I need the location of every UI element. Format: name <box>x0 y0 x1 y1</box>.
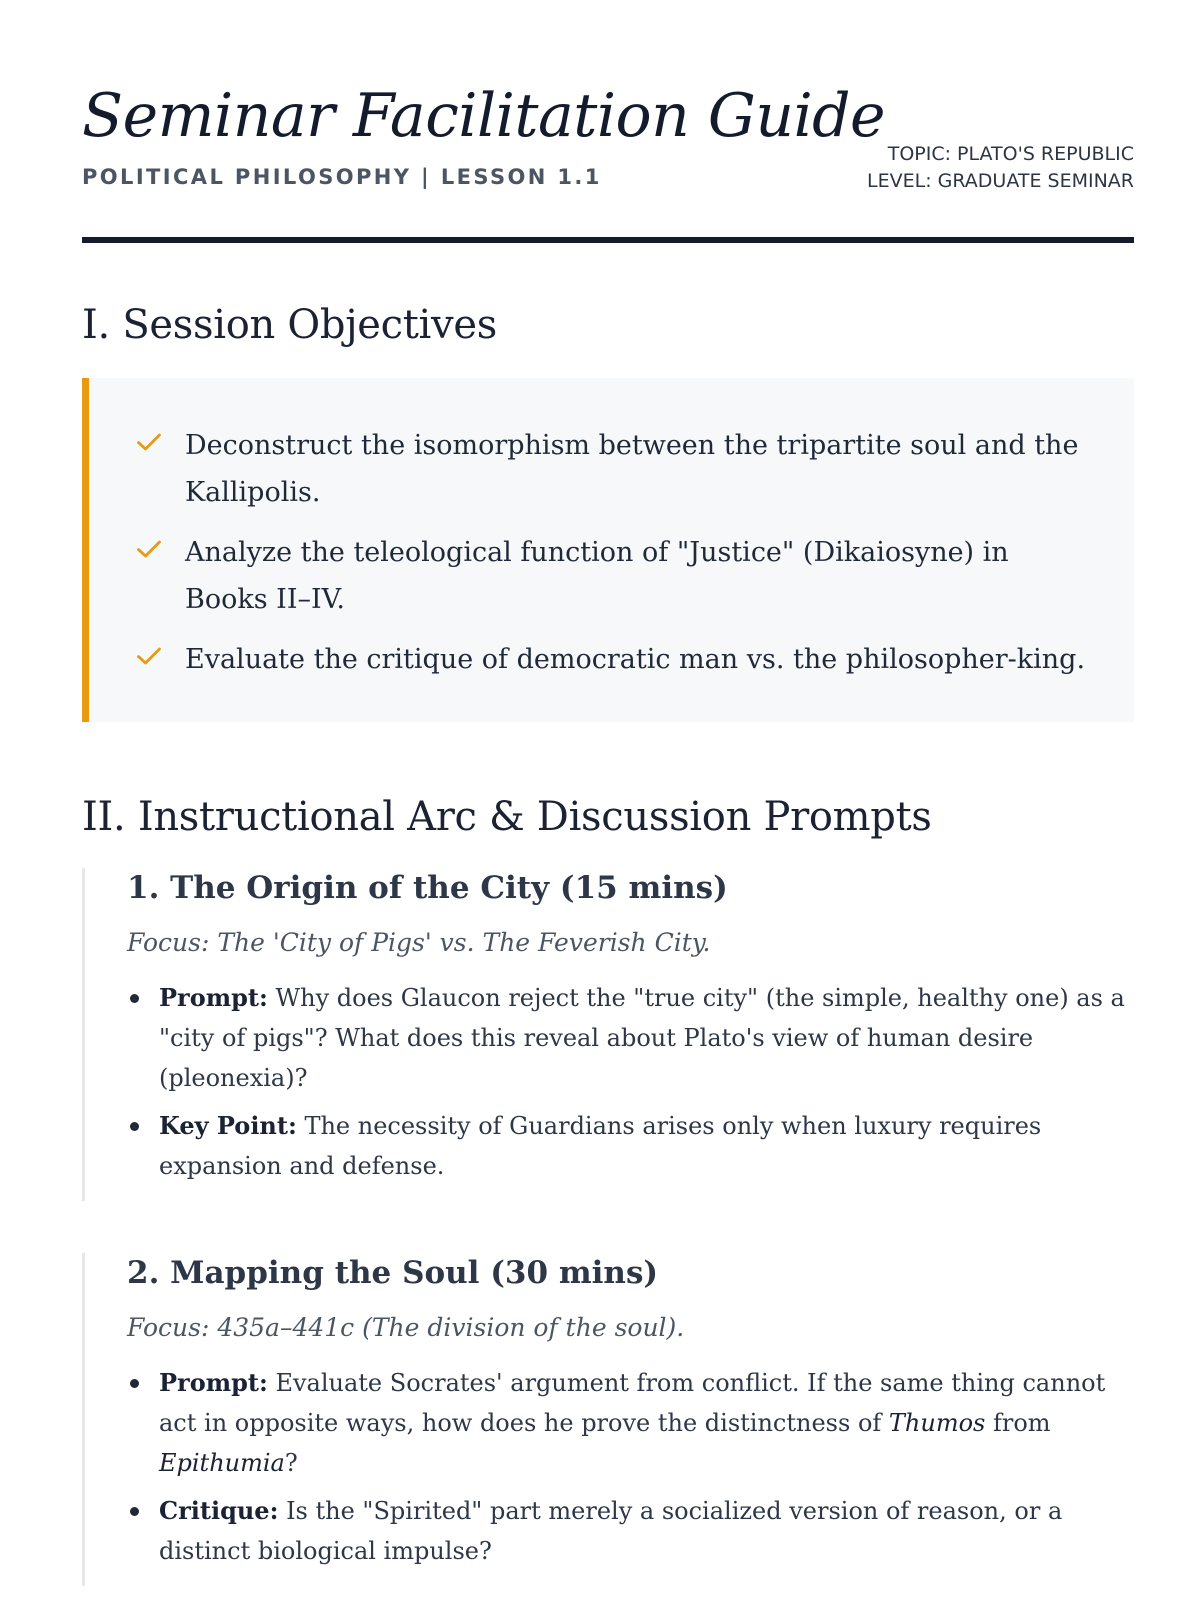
arc-block-focus: Focus: The 'City of Pigs' vs. The Feverish City. <box>127 928 711 957</box>
arc-block-list <box>127 1363 1134 1571</box>
prompt-item <box>127 978 1134 1098</box>
key-point-label: Key Point: <box>159 1111 297 1140</box>
objective-item <box>135 529 1095 623</box>
document-title: Seminar Facilitation Guide <box>82 81 886 151</box>
objectives-panel <box>82 378 1134 722</box>
arc-block-focus: Focus: 435a–441c (The division of the soul). <box>127 1313 685 1342</box>
prompt-label: Prompt: <box>159 1368 268 1397</box>
objective-item <box>135 636 1095 683</box>
critique-label: Critique: <box>159 1496 279 1525</box>
arc-block-list <box>127 978 1134 1186</box>
objective-text: Analyze the teleological function of "Justice" (Dikaiosyne) in Books II–IV. <box>185 537 1009 615</box>
arc-block-origin-of-city <box>82 868 1134 1201</box>
bullet-icon <box>130 994 139 1003</box>
objective-text: Evaluate the critique of democratic man vs. the philosopher-king. <box>185 644 1086 675</box>
prompt-text: Evaluate Socrates' argument from conflict. If the same thing cannot act in opposite ways, how does he prove the distinctness of <box>159 1369 1106 1437</box>
term-epithumia: Epithumia <box>159 1449 285 1477</box>
check-icon <box>135 428 163 456</box>
key-point-item <box>127 1106 1134 1186</box>
term-thumos: Thumos <box>888 1409 986 1437</box>
section-heading-arc: II. Instructional Arc & Discussion Prompts <box>82 794 932 840</box>
document-subtitle: POLITICAL PHILOSOPHY | LESSON 1.1 <box>82 165 602 189</box>
objectives-list <box>135 422 1095 696</box>
arc-block-title: 2. Mapping the Soul (30 mins) <box>127 1255 659 1291</box>
document-page <box>82 0 1134 1565</box>
arc-block-mapping-soul <box>82 1253 1134 1586</box>
arc-block-title: 1. The Origin of the City (15 mins) <box>127 870 728 906</box>
check-icon <box>135 535 163 563</box>
prompt-item <box>127 1363 1134 1483</box>
critique-text: Is the "Spirited" part merely a socialized version of reason, or a distinct biological impulse? <box>159 1497 1063 1565</box>
topic-label: TOPIC: PLATO'S REPUBLIC <box>887 143 1134 165</box>
prompt-text: ? <box>284 1449 298 1477</box>
prompt-label: Prompt: <box>159 983 268 1012</box>
document-meta <box>867 141 1134 195</box>
objective-item <box>135 422 1095 516</box>
prompt-text: from <box>985 1409 1051 1437</box>
header-rule <box>82 237 1134 243</box>
prompt-text: Why does Glaucon reject the "true city" (the simple, healthy one) as a "city of pigs"? What does this reveal about Plato's view of human desire (pleonexia)? <box>159 984 1125 1092</box>
level-label: LEVEL: GRADUATE SEMINAR <box>867 170 1134 192</box>
section-heading-objectives: I. Session Objectives <box>82 302 497 348</box>
bullet-icon <box>130 1507 139 1516</box>
document-header <box>82 0 1134 242</box>
bullet-icon <box>130 1122 139 1131</box>
key-point-text: The necessity of Guardians arises only when luxury requires expansion and defense. <box>159 1112 1042 1180</box>
objective-text: Deconstruct the isomorphism between the tripartite soul and the Kallipolis. <box>185 430 1079 508</box>
critique-item <box>127 1491 1134 1571</box>
bullet-icon <box>130 1379 139 1388</box>
check-icon <box>135 642 163 670</box>
